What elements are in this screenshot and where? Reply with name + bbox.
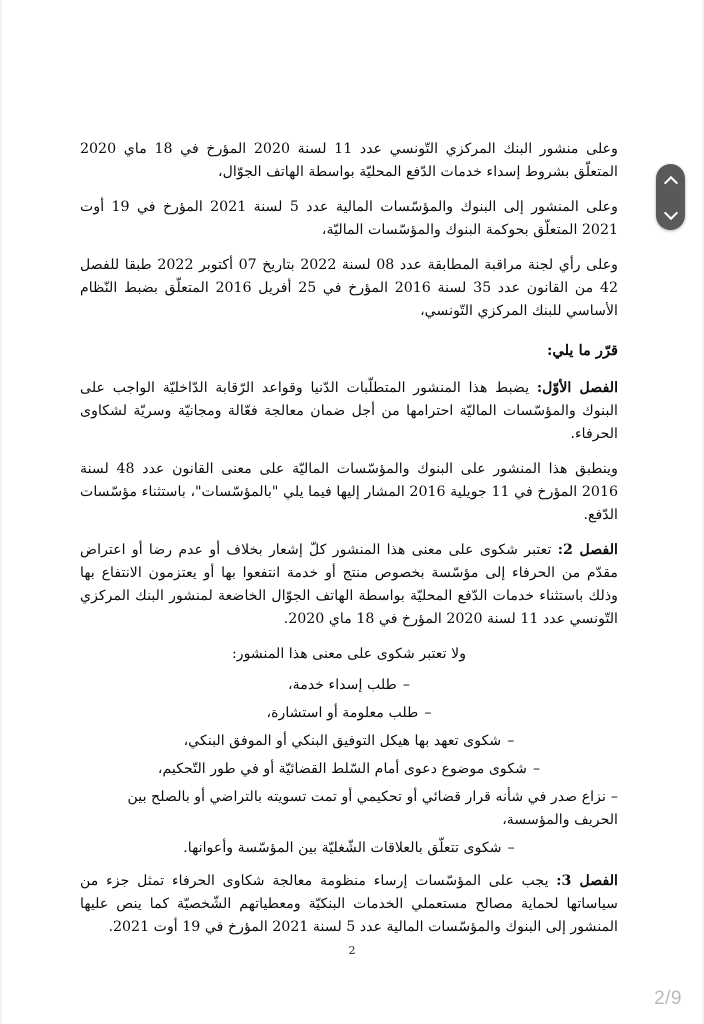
chevron-down-icon[interactable] — [665, 208, 677, 220]
article-3-text: يجب على المؤسّسات إرساء منظومة معالجة شكاوى الحرفاء تمثل جزء من سياساتها لحماية مصالح مستعملي الخدمات البنكيّة ومعطياتهم الشّخصيّة كما ينص عليها المنشور إلى البنوك والمؤسّسات المالية عدد 5 لسنة 2021 المؤرخ في 19 أوت 2021. — [80, 872, 618, 935]
list-item-label: شكوى تعهد بها هيكل التوفيق البنكي أو الموفق البنكي، — [183, 732, 502, 749]
article-3-label: الفصل 3: — [556, 872, 618, 889]
dash-bullet-icon: – — [533, 760, 541, 777]
page-number: 2 — [348, 944, 356, 957]
list-item-label: نزاع صدر في شأنه قرار قضائي أو تحكيمي أو تمت تسويته بالتراضي أو بالصلح بين الحريف والمؤسسة، — [127, 788, 618, 828]
list-item-label: طلب معلومة أو استشارة، — [266, 704, 419, 721]
list-item — [80, 786, 618, 832]
article-1-label: الفصل الأوّل: — [536, 379, 619, 396]
list-item-label: طلب إسداء خدمة، — [288, 676, 397, 693]
dash-bullet-icon: – — [424, 704, 432, 721]
dash-bullet-icon: – — [402, 676, 410, 693]
list-item — [80, 702, 618, 725]
dash-bullet-icon: – — [507, 732, 515, 749]
article-2-label: الفصل 2: — [557, 541, 618, 558]
article-1 — [80, 377, 618, 446]
exclusions-intro: ولا تعتبر شكوى على معنى هذا المنشور: — [231, 645, 467, 662]
page-counter: 2/9 — [654, 988, 682, 1009]
article-3 — [80, 870, 618, 939]
list-item — [80, 837, 618, 860]
paragraph-circular-2021: وعلى المنشور إلى البنوك والمؤسّسات المالية عدد 5 لسنة 2021 المؤرخ في 19 أوت 2021 المتعلّق بحوكمة البنوك والمؤسّسات الماليّة، — [80, 199, 618, 238]
chevron-up-icon[interactable] — [665, 175, 677, 187]
list-item — [80, 730, 618, 753]
document-body — [0, 138, 704, 951]
paragraph-circular-2020: وعلى منشور البنك المركزي التّونسي عدد 11 لسنة 2020 المؤرخ في 18 ماي 2020 المتعلّق بشروط إسداء خدمات الدّفع المحليّة بواسطة الهاتف الجوّال، — [80, 141, 619, 180]
scroll-navigation[interactable] — [656, 164, 685, 230]
decision-heading: قرّر ما يلي: — [547, 342, 618, 359]
paragraph-compliance-opinion: وعلى رأي لجنة مراقبة المطابقة عدد 08 لسنة 2022 بتاريخ 07 أكتوبر 2022 طبقا للفصل 42 من القانون عدد 35 لسنة 2016 المؤرخ في 25 أفريل 2016 المتعلّق بضبط النّظام الأساسي للبنك المركزي التّونسي، — [80, 257, 619, 319]
list-item — [80, 758, 618, 781]
dash-bullet-icon: – — [610, 788, 618, 805]
list-item-label: شكوى موضوع دعوى أمام السّلط القضائيّة أو في طور التّحكيم، — [157, 760, 527, 777]
article-2-text: تعتبر شكوى على معنى هذا المنشور كلّ إشعار بخلاف أو عدم رضا أو اعتراض مقدّم من الحرفاء إلى مؤسّسة بخصوص منتج أو خدمة انتفعوا بها أو يعتزمون الانتفاع بها وذلك باستثناء خدمات الدّفع المحليّة بواسطة الهاتف الجوّال الخاضعة لمنشور البنك المركزي التّونسي عدد 11 لسنة 2020 المؤرخ في 18 ماي 2020. — [80, 541, 618, 627]
dash-bullet-icon: – — [507, 839, 515, 856]
article-2 — [80, 539, 618, 631]
article-1-text: يضبط هذا المنشور المتطلّبات الدّنيا وقواعد الرّقابة الدّاخليّة الواجب على البنوك والمؤسّسات الماليّة احترامها من أجل ضمان معالجة فعّالة ومجانيّة وسريّة لشكاوى الحرفاء. — [80, 379, 618, 442]
list-item — [80, 674, 618, 697]
list-item-label: شكوى تتعلّق بالعلاقات الشّغليّة بين المؤسّسة وأعوانها. — [183, 839, 502, 856]
exclusions-list — [80, 674, 618, 860]
article-1-followup: وينطبق هذا المنشور على البنوك والمؤسّسات الماليّة على معنى القانون عدد 48 لسنة 2016 المؤرخ في 11 جويلية 2016 المشار إليها فيما يلي "بالمؤسّسات"، باستثناء مؤسّسات الدّفع. — [80, 460, 618, 523]
